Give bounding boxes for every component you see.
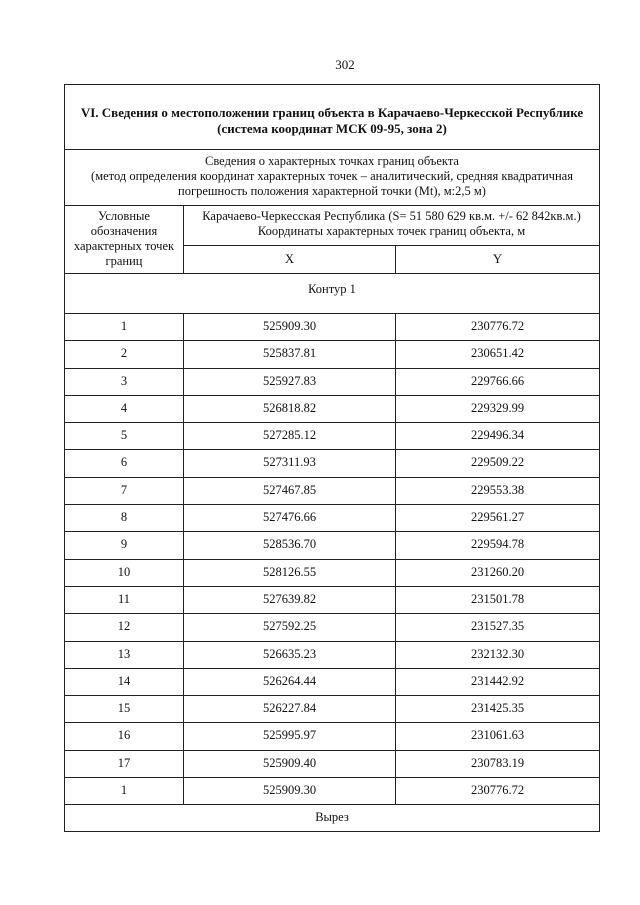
x-coordinate: 525909.40 [184, 750, 396, 777]
y-coordinate: 229509.22 [396, 450, 600, 477]
y-coordinate: 229766.66 [396, 368, 600, 395]
contour-label: Контур 1 [65, 274, 600, 314]
y-coordinate: 230651.42 [396, 341, 600, 368]
y-coordinate: 229561.27 [396, 505, 600, 532]
table-row [65, 614, 600, 641]
x-coordinate: 527467.85 [184, 477, 396, 504]
y-coordinate: 229496.34 [396, 423, 600, 450]
x-coordinate: 526635.23 [184, 641, 396, 668]
point-number: 11 [65, 586, 184, 613]
y-coordinate: 231425.35 [396, 696, 600, 723]
table-row [65, 505, 600, 532]
table-row [65, 314, 600, 341]
table-row [65, 395, 600, 422]
point-number: 7 [65, 477, 184, 504]
table-row [65, 532, 600, 559]
x-coordinate: 525837.81 [184, 341, 396, 368]
point-number: 3 [65, 368, 184, 395]
x-coordinate: 526264.44 [184, 668, 396, 695]
x-coordinate: 527311.93 [184, 450, 396, 477]
y-coordinate: 229594.78 [396, 532, 600, 559]
points-info [65, 150, 600, 206]
x-coordinate: 527639.82 [184, 586, 396, 613]
region-line-2: Координаты характерных точек границ объекта, м [257, 224, 526, 238]
y-coordinate: 229329.99 [396, 395, 600, 422]
section-title [65, 85, 600, 150]
point-number: 8 [65, 505, 184, 532]
title-line-2: (система координат МСК 09-95, зона 2) [217, 121, 447, 136]
region-header [184, 206, 600, 246]
point-number: 2 [65, 341, 184, 368]
point-number: 17 [65, 750, 184, 777]
x-coordinate: 526227.84 [184, 696, 396, 723]
coordinates-table [64, 84, 600, 832]
y-coordinate: 230776.72 [396, 778, 600, 805]
y-coordinate: 232132.30 [396, 641, 600, 668]
point-number: 16 [65, 723, 184, 750]
y-coordinate: 231527.35 [396, 614, 600, 641]
table-row [65, 423, 600, 450]
y-coordinate: 230783.19 [396, 750, 600, 777]
y-header: Y [396, 246, 600, 274]
table-row [65, 778, 600, 805]
x-coordinate: 525927.83 [184, 368, 396, 395]
point-number: 13 [65, 641, 184, 668]
title-line-1: VI. Сведения о местоположении границ объекта в Карачаево-Черкесской Республике [80, 105, 584, 120]
point-number: 4 [65, 395, 184, 422]
point-number: 15 [65, 696, 184, 723]
table-row [65, 559, 600, 586]
point-number: 14 [65, 668, 184, 695]
x-coordinate: 525909.30 [184, 314, 396, 341]
y-coordinate: 231501.78 [396, 586, 600, 613]
y-coordinate: 230776.72 [396, 314, 600, 341]
table-row [65, 668, 600, 695]
x-header: X [184, 246, 396, 274]
y-coordinate: 231442.92 [396, 668, 600, 695]
point-number: 6 [65, 450, 184, 477]
cutout-label: Вырез [65, 805, 600, 832]
table-row [65, 341, 600, 368]
x-coordinate: 527592.25 [184, 614, 396, 641]
table-row [65, 723, 600, 750]
x-coordinate: 526818.82 [184, 395, 396, 422]
table-row [65, 750, 600, 777]
table-row [65, 586, 600, 613]
x-coordinate: 528536.70 [184, 532, 396, 559]
x-coordinate: 527476.66 [184, 505, 396, 532]
point-label-header: Условные обозначения характерных точек границ [65, 206, 184, 274]
point-number: 5 [65, 423, 184, 450]
page-number: 302 [335, 57, 355, 72]
table-row [65, 696, 600, 723]
x-coordinate: 525909.30 [184, 778, 396, 805]
info-line-1: Сведения о характерных точках границ объекта [205, 154, 459, 168]
point-number: 12 [65, 614, 184, 641]
x-coordinate: 525995.97 [184, 723, 396, 750]
y-coordinate: 231061.63 [396, 723, 600, 750]
x-coordinate: 528126.55 [184, 559, 396, 586]
point-number: 10 [65, 559, 184, 586]
table-row [65, 641, 600, 668]
point-number: 1 [65, 314, 184, 341]
table-row [65, 477, 600, 504]
table-row [65, 368, 600, 395]
table-row [65, 450, 600, 477]
x-coordinate: 527285.12 [184, 423, 396, 450]
info-line-3: погрешность положения характерной точки (Mt), м:2,5 м) [178, 184, 486, 198]
y-coordinate: 229553.38 [396, 477, 600, 504]
point-number: 1 [65, 778, 184, 805]
point-number: 9 [65, 532, 184, 559]
y-coordinate: 231260.20 [396, 559, 600, 586]
region-line-1: Карачаево-Черкесская Республика (S= 51 580 629 кв.м. +/- 62 842кв.м.) [202, 209, 581, 223]
info-line-2: (метод определения координат характерных точек – аналитический, средняя квадратичная [91, 169, 573, 183]
